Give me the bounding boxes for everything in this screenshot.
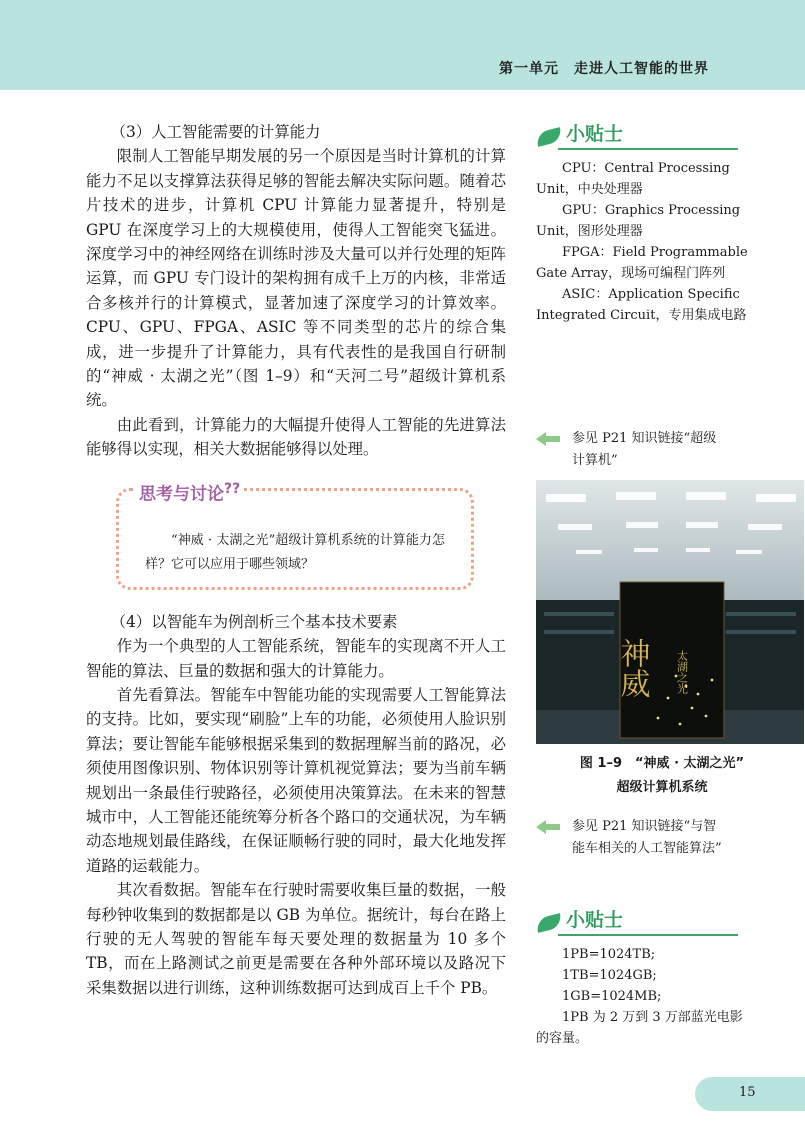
think-and-discuss-box: [116, 480, 474, 590]
tip-2-body: [536, 944, 750, 1049]
supercomputer-photo: [536, 480, 804, 744]
tip-1-header: [536, 123, 750, 158]
think-and-discuss-question: “神威 · 太湖之光”超级计算机系统的计算能力怎样？它可以应用于哪些领域？: [145, 532, 445, 572]
tip-2-line: 1GB=1024MB;: [562, 989, 662, 1004]
tip-2-line: 1PB 为 2 万到 3 万部蓝光电影的容量。: [536, 1010, 743, 1046]
tip-box-1: [536, 123, 750, 326]
tip-2-underline: [558, 934, 738, 936]
tip-1-body: [536, 158, 750, 326]
question-marks-icon: ??: [224, 480, 241, 497]
unit-title: 第一单元 走进人工智能的世界: [499, 61, 709, 77]
tip-1-title: 小贴士: [566, 123, 624, 145]
left-arrow-icon: [536, 432, 560, 446]
left-arrow-icon: [536, 820, 560, 834]
section-4-paragraph-2: 首先看算法。智能车中智能功能的实现需要人工智能算法的支持。比如，要实现“刷脸”上车的功能，必须使用人脸识别算法；要让智能车能够根据采集到的数据理解当前的路况，必须使用图像识别、物体识别等计算机视觉算法；要为当前车辆规划出一条最佳行驶路径，必须使用决策算法。在未来的智慧城市中，人工智能还能统筹分析各个路口的交通状况，为车辆动态地规划最佳路线，在保证顺畅行驶的同时，最大化地发挥道路的运载能力。: [86, 685, 506, 875]
leaf-icon: [535, 127, 564, 147]
section-4-paragraph-1: 作为一个典型的人工智能系统，智能车的实现离不开人工智能的算法、巨量的数据和强大的计算能力。: [86, 637, 506, 680]
section-3-paragraph-1: 限制人工智能早期发展的另一个原因是当时计算机的计算能力不足以支撑算法获得足够的智能去解决实际问题。随着芯片技术的进步，计算机 CPU 计算能力显著提升，特别是 GPU 在深度学习上的大规模使用，使得人工智能突飞猛进。深度学习中的神经网络在训练时涉及大量可以并行处理的矩阵运算，而 GPU 专门设计的架构拥有成千上万的内核，非常适合多核并行的计算模式，显著加速了深度学习的计算效率。CPU、GPU、FPGA、ASIC 等不同类型的芯片的综合集成，进一步提升了计算能力，具有代表性的是我国自行研制的“神威 · 太湖之光”（图 1–9）和“天河二号”超级计算机系统。: [86, 147, 506, 410]
caption-line-2: 超级计算机系统: [616, 780, 708, 795]
reference-link-1[interactable]: [536, 428, 726, 472]
leaf-icon: [535, 913, 564, 933]
reference-2-text: 参见 P21 知识链接“与智能车相关的人工智能算法”: [572, 819, 722, 856]
tip-1-line: GPU：Graphics Processing Unit，图形处理器: [536, 203, 741, 239]
think-and-discuss-title: [135, 477, 244, 507]
photo-sign-main: 神威: [614, 638, 650, 698]
figure-caption: [536, 752, 788, 800]
section-3-paragraph-2: 由此看到，计算能力的大幅提升使得人工智能的先进算法能够得以实现，相关大数据能够得以处理。: [86, 415, 506, 459]
tip-2-line: 1TB=1024GB;: [562, 968, 657, 983]
tip-2-line: 1PB=1024TB;: [562, 947, 656, 962]
photo-sign-sub: 太湖之光: [675, 650, 689, 694]
page-number-tab: [695, 1077, 805, 1111]
main-text-column: [86, 120, 506, 1000]
reference-link-2[interactable]: [536, 816, 726, 860]
tip-2-title: 小贴士: [566, 909, 624, 931]
section-4-heading: （4）以智能车为例剖析三个基本技术要素: [110, 612, 398, 631]
tip-1-line: CPU：Central Processing Unit，中央处理器: [536, 161, 730, 197]
tip-1-underline: [558, 148, 738, 150]
reference-1-text: 参见 P21 知识链接“超级计算机”: [572, 431, 717, 468]
tip-2-header: [536, 909, 750, 944]
page-number: 15: [739, 1085, 756, 1100]
section-4-paragraph-3: 其次看数据。智能车在行驶时需要收集巨量的数据，一般每秒钟收集到的数据都是以 GB 为单位。据统计，每台在路上行驶的无人驾驶的智能车每天要处理的数据量为 10 多个 TB，而在上路测试之前更是需要在各种外部环境以及路况下采集数据以进行训练，这种训练数据可达到成百上千个 PB。: [86, 881, 506, 997]
tip-1-line: ASIC：Application Specific Integrated Circuit，专用集成电路: [536, 287, 747, 323]
section-3-heading: （3）人工智能需要的计算能力: [110, 123, 321, 141]
tip-box-2: [536, 909, 750, 1049]
supercomputer-illustration: [536, 480, 804, 744]
tip-1-line: FPGA：Field Programmable Gate Array，现场可编程门阵列: [536, 245, 748, 281]
think-title-text: 思考与讨论: [139, 484, 224, 505]
caption-line-1: 图 1–9 “神威 · 太湖之光”: [579, 756, 745, 771]
